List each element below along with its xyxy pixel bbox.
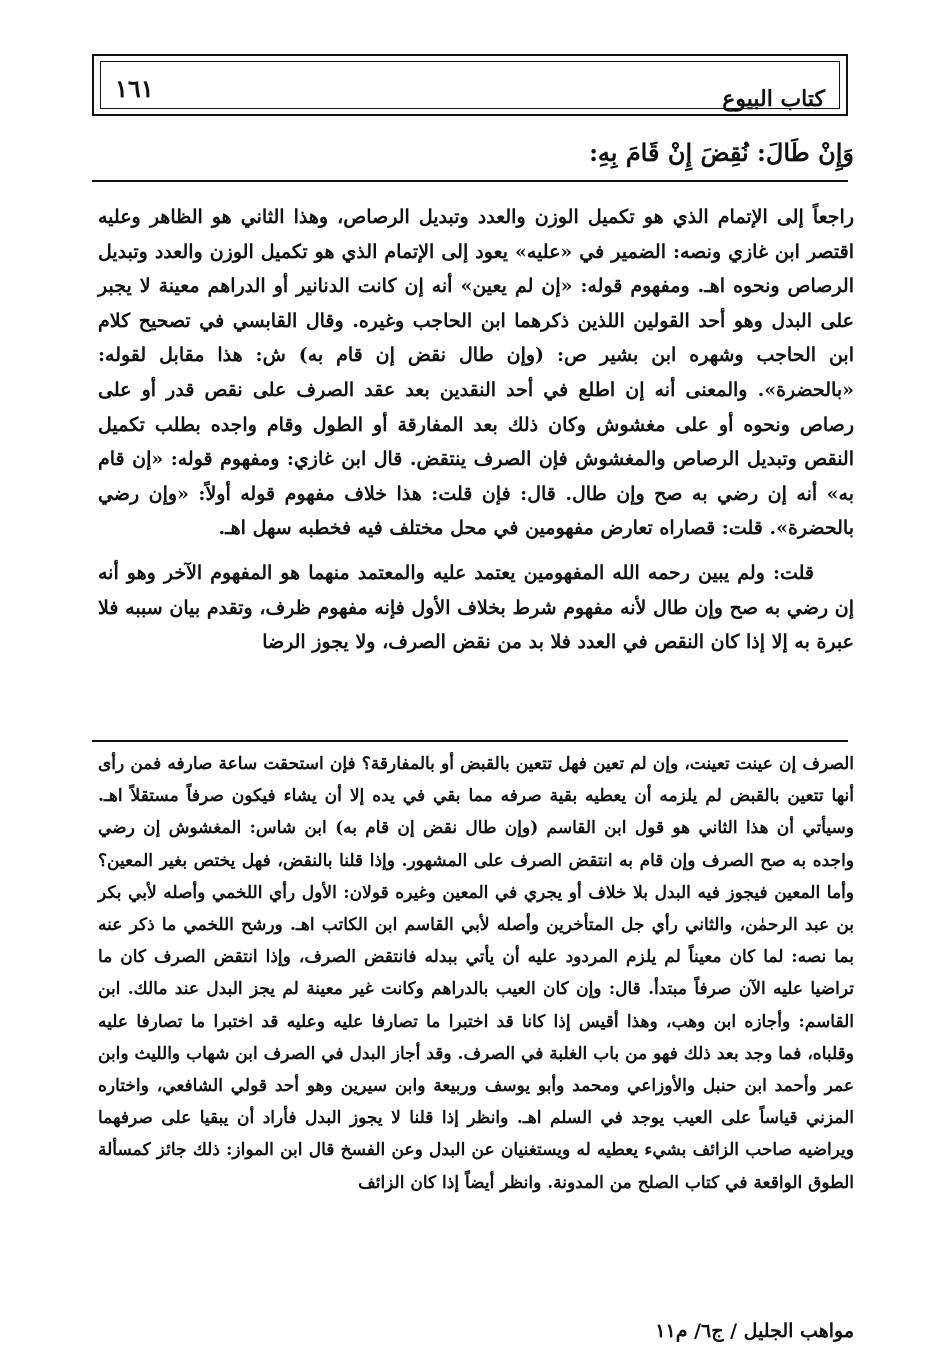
page-header <box>92 54 848 116</box>
signature-mark: مواهب الجليل / ج٦/ م١١ <box>655 1320 854 1342</box>
footnote-body: الصرف إن عينت تعينت، وإن لم تعين فهل تتعين بالقبض أو بالمفارقة؟ فإن استحقت ساعة صارفه فمن رأى أنها تتعين بالقبض لم يلزمه أن يعطيه بقية صرفه مما بقي في يده إلا أن يشاء فيكون صرفاً مستقلاً اهـ. وسيأتي أن هذا الثاني هو قول ابن القاسم (وإن طال نقض إن قام به) ابن شاس: المغشوش إن رضي واجده به صح الصرف وإن قام به انتقض الصرف على المشهور. وإذا قلنا بالنقض، فهل يختص بغير المعين؟ وأما المعين فيجوز فيه البدل بلا خلاف أو يجري في المعين وغيره قولان: الأول رأي اللخمي وأصله لأبي بكر بن عبد الرحمٰن، والثاني رأي جل المتأخرين وأصله لأبي القاسم ابن الكاتب اهـ. ورشح اللخمي ما ذكر عنه بما نصه: لما كان معيناً لم يلزم المردود عليه أن يأتي ببدله فانتقض الصرف، وإذا انتقض الصرف كان ما تراضيا عليه الآن صرفاً مبتدأ. قال: وإن كان العيب بالدراهم وكانت غير معينة لم يجز البدل عند مالك. ابن القاسم: وأجازه ابن وهب، وهذا أقيس إذا كانا قد اختبرا ما تصارفا عليه وعليه قد اختبرا ما تصارفا عليه وقلباه، فما وجد بعد ذلك فهو من باب الغلبة في الصرف. وقد أجاز البدل في الصرف ابن شهاب والليث وابن عمر وأحمد ابن حنبل والأوزاعي ومحمد وأبو يوسف وربيعة وابن سيرين وهو أحد قولي الشافعي، واختاره المزني قياساً على العيب يوجد في السلم اهـ. وانظر إذا قلنا لا يجوز البدل فأراد أن يبقيا على صرفهما ويراضيه صاحب الزائف بشيء يعطيه له ويستغنيان عن البدل وعن الفسخ قال ابن المواز: ذلك جائز كمسألة الطوق الواقعة في كتاب الصلح من المدونة. وانظر أيضاً إذا كان الزائف <box>98 754 854 1193</box>
commentary-paragraph: قلت: ولم يبين رحمه الله المفهومين يعتمد عليه والمعتمد منهما هو المفهوم الآخر وهو أنه إن رضي به صح وإن طال لأنه مفهوم شرط بخلاف الأول فإنه مفهوم ظرف، وتقدم بيان سببه فلا عبرة به إلا إذا كان النقص في العدد فلا بد من نقض الصرف، ولا يجوز الرضا <box>98 561 854 654</box>
footnote-divider <box>92 740 848 742</box>
book-title: كتاب البيوع <box>722 86 825 112</box>
matn-divider <box>92 180 848 182</box>
commentary-body <box>98 200 854 660</box>
matn-text: وَإِنْ طَالَ: نُقِضَ إِنْ قَامَ بِهِ: <box>589 138 854 167</box>
commentary-paragraph: راجعاً إلى الإتمام الذي هو تكميل الوزن والعدد وتبديل الرصاص، وهذا الثاني هو الظاهر وعليه اقتصر ابن غازي ونصه: الضمير في «عليه» يعود إلى الإتمام الذي هو تكميل الوزن والعدد وتبديل الرصاص ونحوه اهـ. ومفهوم قوله: «إن لم يعين» أنه إن كانت الدنانير أو الدراهم معينة لا يجبر على البدل وهو أحد القولين اللذين ذكرهما ابن الحاجب وغيره. وقال القابسي في تصحيح كلام ابن الحاجب وشهره ابن بشير ص: (وإن طال نقض إن قام به) ش: هذا مقابل لقوله: «بالحضرة». والمعنى أنه إن اطلع في أحد النقدين بعد عقد الصرف على نقص قدر أو على رصاص ونحوه أو على مغشوش وكان ذلك بعد المفارقة أو الطول وقام واجده بطلب تكميل النقص وتبديل الرصاص والمغشوش فإن الصرف ينتقض. قال ابن غازي: ومفهوم قوله: «إن قام به» أنه إن رضي به صح وإن طال. قال: فإن قلت: هذا خلاف مفهوم قوله أولاً: «وإن رضي بالحضرة». قلت: قصاراه تعارض مفهومين في محل مختلف فيه فخطبه سهل اهـ. <box>98 206 855 540</box>
page-number: ١٦١ <box>115 74 154 103</box>
header-inner-frame <box>100 61 840 112</box>
